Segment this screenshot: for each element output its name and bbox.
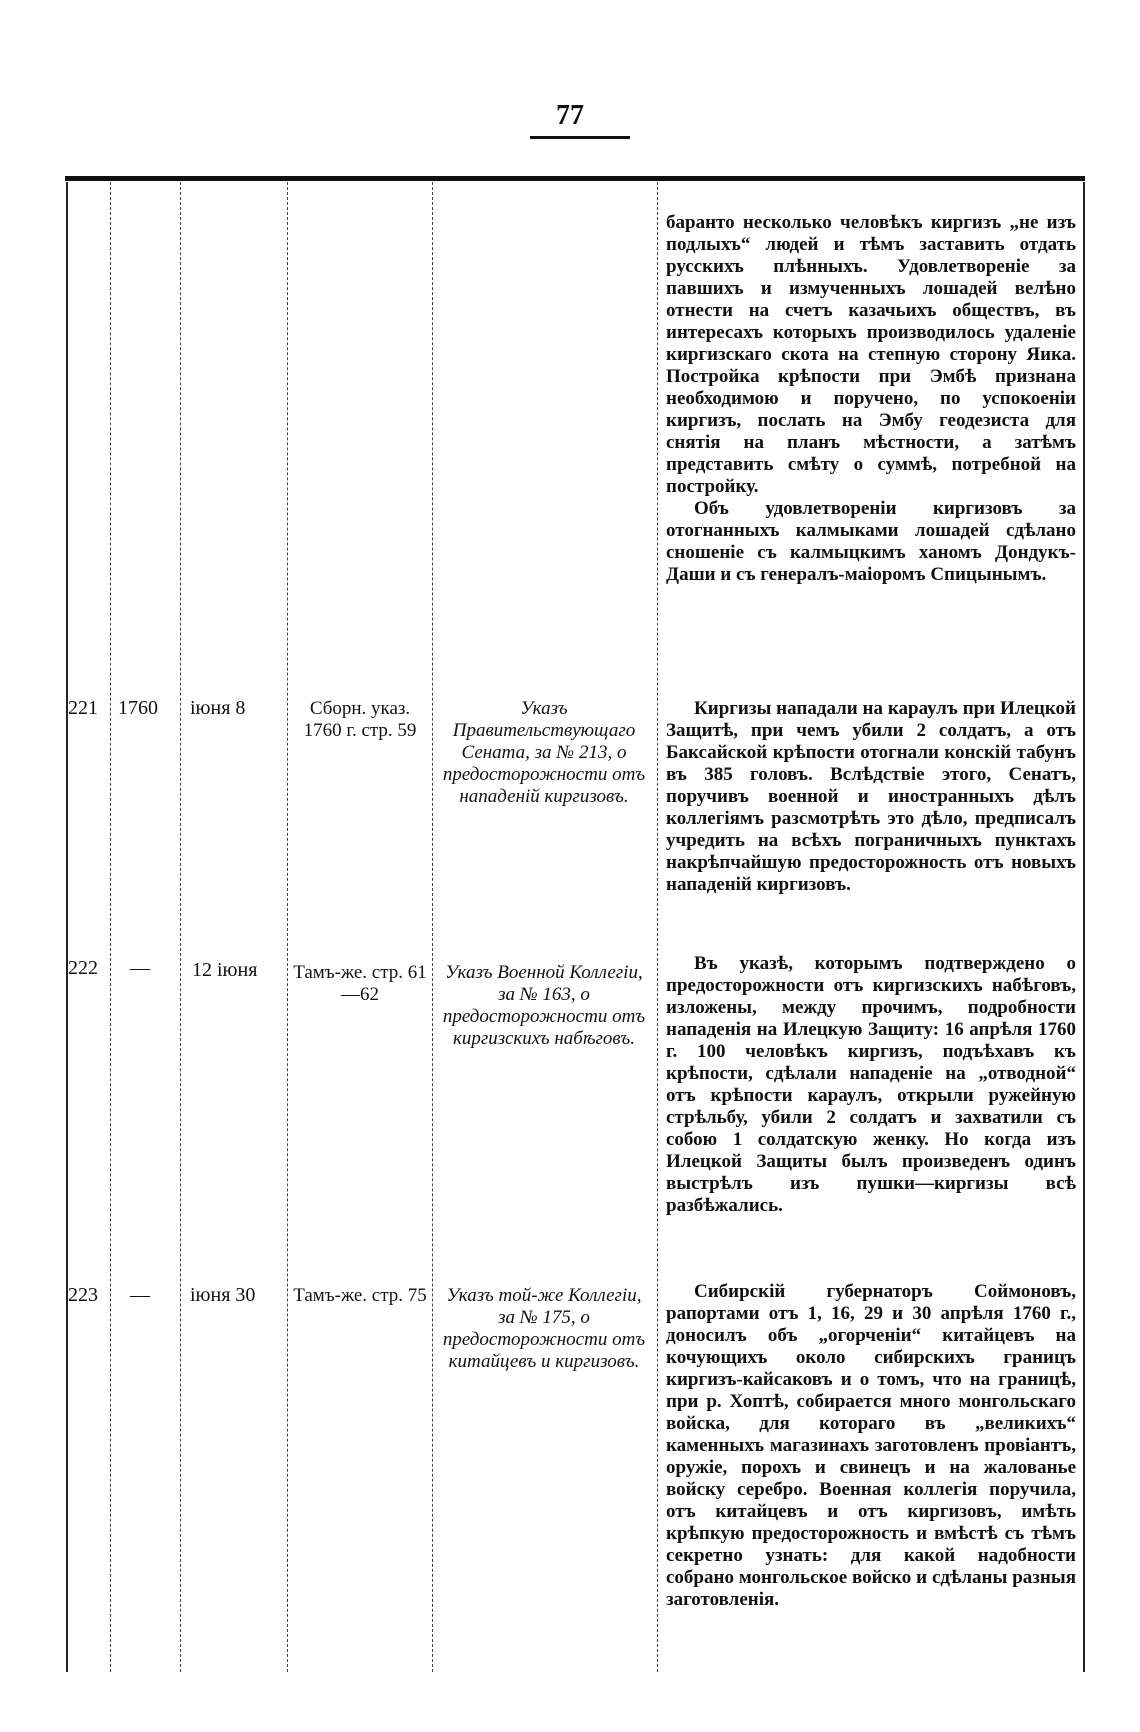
entry-source: Тамъ-же. стр. 61—62 <box>293 962 427 1005</box>
entry-number: 221 <box>68 697 98 719</box>
entry-date: іюня 8 <box>190 697 246 719</box>
column-divider <box>110 182 111 1672</box>
entry-date: 12 іюня <box>192 959 258 981</box>
column-divider <box>287 182 288 1672</box>
entry-title: Указъ Военной Коллегіи, за № 163, о предосторожности отъ киргизскихъ набѣговъ. <box>442 962 646 1049</box>
entry-year: 1760 <box>118 697 158 719</box>
entry-title: Указъ Правительствующаго Сената, за № 213, о предосторожности отъ нападеній киргизовъ. <box>442 698 646 807</box>
column-divider <box>180 182 181 1672</box>
entry-content: Киргизы нападали на караулъ при Илецкой Защитѣ, при чемъ убили 2 солдатъ, а отъ Баксайской крѣпости отогнали конскій табунъ въ 385 головъ. Вслѣдствіе этого, Сенатъ, поручивъ военной и иностранныхъ дѣлъ коллегіямъ разсмотрѣть это дѣло, предписалъ учредить на всѣхъ пограничныхъ пунктахъ накрѣпчайшую предосторожность отъ новыхъ нападеній киргизовъ. <box>666 698 1076 895</box>
continuation-text <box>666 212 1076 586</box>
entry-year: — <box>130 957 150 979</box>
column-divider <box>432 182 433 1672</box>
continuation-paragraph: Объ удовлетвореніи киргизовъ за отогнанныхъ калмыками лошадей сдѣлано сношеніе съ калмыцкимъ ханомъ Дондукъ-Даши и съ генералъ-маіоромъ Спицынымъ. <box>666 498 1076 585</box>
continuation-paragraph: баранто несколько человѣкъ киргизъ „не изъ подлыхъ“ людей и тѣмъ заставить отдать русскихъ плѣнныхъ. Удовлетвореніе за павшихъ и измученныхъ лошадей велѣно отнести на счетъ казачьихъ обществъ, въ интересахъ которыхъ производилось удаленіе киргизскаго скота на степную сторону Яика. Постройка крѣпости при Эмбѣ признана необходимою и поручено, по успокоеніи киргизъ, послать на Эмбу геодезиста для снятія на планъ мѣстности, а затѣмъ представить смѣту о суммѣ, потребной на постройку. <box>666 212 1076 497</box>
entry-title: Указъ той-же Коллегіи, за № 175, о предосторожности отъ китайцевъ и киргизовъ. <box>442 1285 646 1372</box>
entry-number: 223 <box>68 1284 98 1306</box>
table-top-rule <box>65 176 1085 181</box>
entry-content: Сибирскій губернаторъ Соймоновъ, рапортами отъ 1, 16, 29 и 30 апрѣля 1760 г., доносилъ объ „огорченіи“ китайцевъ на кочующихъ около сибирскихъ границъ киргизъ-кайсаковъ и о томъ, что на границѣ, при р. Хоптѣ, собирается много монгольскаго войска, для котораго въ „великихъ“ каменныхъ магазинахъ заготовленъ провіантъ, оружіе, порохъ и свинецъ и на жалованье войску серебро. Военная коллегія поручила, отъ китайцевъ и отъ киргизовъ, имѣть крѣпкую предосторожность и вмѣстѣ съ тѣмъ секретно узнать: для какой надобности собрано монгольское войско и сдѣланы разныя заготовленія. <box>666 1281 1076 1610</box>
entry-number: 222 <box>68 957 98 979</box>
entry-year: — <box>130 1284 150 1306</box>
entry-source: Сборн. указ. 1760 г. стр. 59 <box>303 698 417 741</box>
column-divider <box>66 182 68 1672</box>
column-divider <box>657 182 658 1672</box>
page-number: 77 <box>556 100 584 131</box>
entry-source: Тамъ-же. стр. 75 <box>293 1285 427 1306</box>
entry-date: іюня 30 <box>190 1284 256 1306</box>
page-number-rule <box>530 136 630 139</box>
entry-content: Въ указѣ, которымъ подтверждено о предосторожности отъ киргизскихъ набѣговъ, изложены, между прочимъ, подробности нападенія на Илецкую Защиту: 16 апрѣля 1760 г. 100 человѣкъ киргизъ, подъѣхавъ къ крѣпости, сдѣлали нападеніе на „отводной“ отъ крѣпости караулъ, открыли ружейную стрѣльбу, убили 2 солдатъ и захватили съ собою 1 солдатскую женку. Но когда изъ Илецкой Защиты былъ произведенъ одинъ выстрѣлъ изъ пушки—киргизы всѣ разбѣжались. <box>666 953 1076 1216</box>
column-divider <box>1083 182 1085 1672</box>
